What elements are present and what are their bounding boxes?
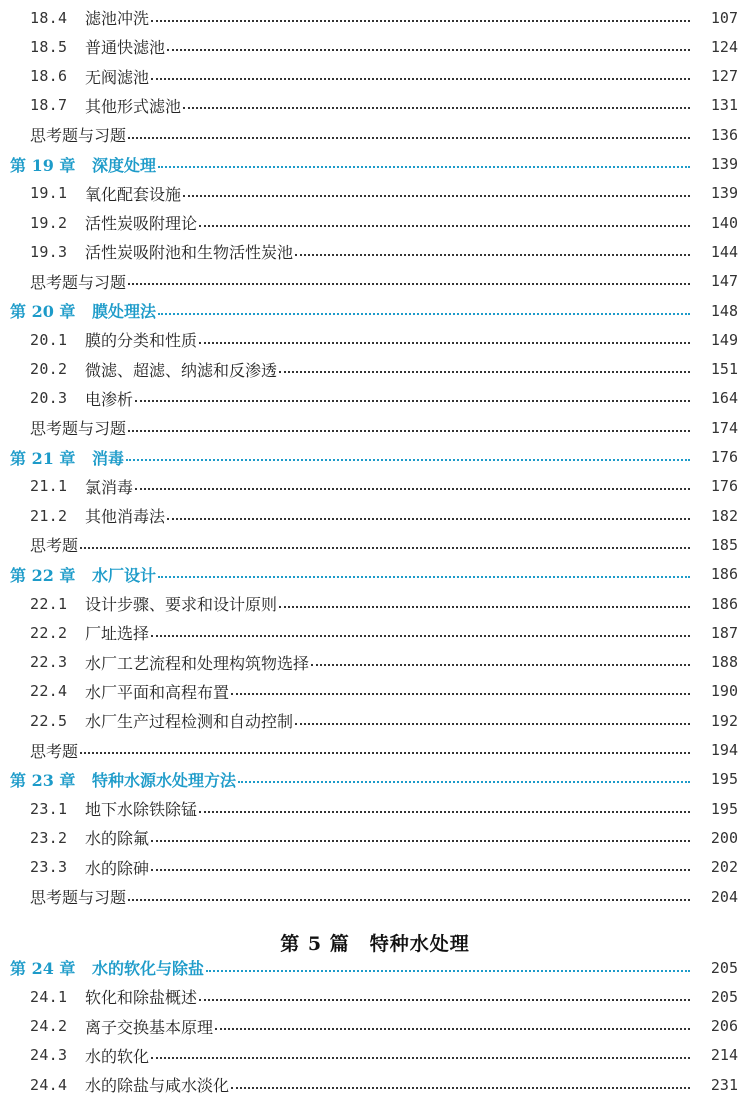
leader-dots	[128, 899, 690, 901]
toc-section-row[interactable]	[0, 91, 750, 120]
page-number: 139	[710, 155, 738, 173]
toc-entry-lead	[0, 985, 696, 1008]
page-number: 188	[710, 653, 738, 672]
section-title: 设计步骤、要求和设计原则	[85, 595, 278, 614]
leader-dots	[158, 166, 690, 168]
section-number: 19.3	[30, 242, 68, 261]
leader-dots	[279, 606, 690, 608]
page-number: 140	[710, 213, 738, 232]
chapter-title: 水厂设计	[92, 565, 157, 585]
page-number: 206	[710, 1017, 738, 1036]
toc-entry-lead	[0, 680, 696, 703]
leader-dots	[231, 693, 690, 695]
chapter-label: 第 22 章	[10, 565, 76, 585]
section-number: 22.4	[30, 682, 68, 701]
page-number: 195	[710, 770, 738, 789]
page-number: 148	[710, 301, 738, 320]
toc-entry-lead	[0, 35, 696, 58]
toc-entry-lead	[0, 709, 696, 732]
toc-entry-lead	[0, 475, 696, 498]
page-number: 139	[710, 184, 738, 203]
page-number: 107	[710, 8, 738, 27]
toc-entry-lead	[0, 123, 696, 146]
toc-entry-lead	[0, 504, 696, 527]
section-number: 24.4	[30, 1075, 68, 1094]
toc-entry-lead	[0, 387, 696, 410]
toc-entry-lead	[0, 211, 696, 234]
toc-section-row[interactable]	[0, 3, 750, 32]
section-title: 普通快滤池	[85, 38, 166, 58]
page-number: 144	[710, 242, 738, 261]
exercise-title: 思考题与习题	[30, 126, 127, 146]
section-title: 膜的分类和性质	[85, 331, 198, 351]
toc-entry-lead	[0, 592, 696, 615]
section-number: 21.1	[30, 477, 68, 496]
section-number: 24.1	[30, 987, 68, 1006]
leader-dots	[215, 1028, 690, 1030]
section-title: 其他消毒法	[85, 507, 166, 527]
leader-dots	[295, 254, 690, 256]
leader-dots	[151, 78, 690, 80]
leader-dots	[128, 137, 690, 139]
toc-section-row[interactable]	[0, 237, 750, 266]
toc-section-row[interactable]	[0, 208, 750, 237]
toc-section-row[interactable]	[0, 325, 750, 354]
section-title: 水的除砷	[85, 858, 150, 878]
leader-dots	[167, 49, 690, 51]
section-title: 电渗析	[85, 389, 134, 409]
toc-entry-lead	[0, 240, 696, 263]
chapter-title: 深度处理	[92, 155, 157, 175]
section-number: 18.5	[30, 37, 68, 56]
toc-exercise-row[interactable]	[0, 882, 750, 911]
section-number: 23.3	[30, 858, 68, 877]
page-number: 205	[710, 987, 738, 1006]
toc-entry-lead	[0, 651, 696, 674]
leader-dots	[158, 576, 690, 578]
leader-dots	[151, 635, 690, 637]
leader-dots	[128, 430, 690, 432]
toc-exercise-row[interactable]	[0, 267, 750, 296]
toc-entry-lead	[0, 153, 696, 176]
section-title: 水厂平面和高程布置	[85, 682, 230, 702]
leader-dots	[295, 723, 690, 725]
toc-section-row[interactable]	[0, 501, 750, 530]
chapter-title: 消毒	[92, 448, 125, 468]
toc-chapter-row[interactable]	[0, 296, 750, 325]
toc-section-row[interactable]	[0, 706, 750, 735]
toc-section-row[interactable]	[0, 1041, 750, 1070]
page-number: 204	[710, 887, 738, 906]
section-number: 18.7	[30, 96, 68, 115]
leader-dots	[158, 313, 690, 315]
chapter-label: 第 21 章	[10, 448, 76, 468]
section-title: 软化和除盐概述	[85, 988, 198, 1008]
page-number: 187	[710, 623, 738, 642]
toc-exercise-row[interactable]	[0, 413, 750, 442]
section-title: 微滤、超滤、纳滤和反渗透	[85, 360, 278, 380]
section-number: 22.5	[30, 711, 68, 730]
page-number: 186	[710, 565, 738, 584]
section-number: 23.1	[30, 799, 68, 818]
toc-entry-lead	[0, 856, 696, 879]
page-number: 186	[710, 594, 738, 613]
page-number: 149	[710, 330, 738, 349]
section-number: 24.2	[30, 1017, 68, 1036]
page-number: 231	[710, 1075, 738, 1094]
page-number: 214	[710, 1046, 738, 1065]
toc-chapter-row[interactable]	[0, 150, 750, 179]
leader-dots	[151, 840, 690, 842]
page-number: 176	[710, 477, 738, 496]
section-title: 氯消毒	[85, 477, 134, 497]
page-number: 136	[710, 125, 738, 144]
leader-dots	[80, 752, 690, 754]
section-title: 氧化配套设施	[85, 184, 182, 204]
toc-entry-lead	[0, 533, 696, 556]
toc-entry-lead	[0, 739, 696, 762]
leader-dots	[151, 1057, 690, 1059]
section-title: 水厂工艺流程和处理构筑物选择	[85, 653, 310, 673]
page-number: 131	[710, 96, 738, 115]
toc-entry-lead	[0, 65, 696, 88]
page-number: 190	[710, 682, 738, 701]
toc-section-row[interactable]	[0, 179, 750, 208]
page-number: 151	[710, 360, 738, 379]
page-number: 127	[710, 67, 738, 86]
toc-entry-lead	[0, 358, 696, 381]
toc-entry-lead	[0, 1044, 696, 1067]
chapter-label: 第 19 章	[10, 155, 76, 175]
page-number: 176	[710, 448, 738, 466]
exercise-title: 思考题	[30, 536, 79, 556]
toc-entry-lead	[0, 797, 696, 820]
section-title: 地下水除铁除锰	[85, 800, 198, 820]
toc-entry-lead	[0, 182, 696, 205]
page-number: 174	[710, 418, 738, 437]
section-title: 活性炭吸附池和生物活性炭池	[85, 243, 294, 263]
toc-chapter-row[interactable]	[0, 765, 750, 794]
section-number: 23.2	[30, 828, 68, 847]
leader-dots	[199, 342, 690, 344]
toc-section-row[interactable]	[0, 677, 750, 706]
toc-entry-lead	[0, 1015, 696, 1038]
section-title: 水厂生产过程检测和自动控制	[85, 712, 294, 732]
toc-section-row[interactable]	[0, 32, 750, 61]
chapter-label: 第 23 章	[10, 770, 76, 790]
toc-section-row[interactable]	[0, 589, 750, 618]
section-title: 无阀滤池	[85, 67, 150, 87]
page-number: 185	[710, 535, 738, 554]
section-title: 水的软化	[85, 1046, 150, 1066]
page-number: 147	[710, 272, 738, 291]
page-number: 164	[710, 389, 738, 408]
chapter-title: 膜处理法	[92, 302, 157, 321]
toc-exercise-row[interactable]	[0, 736, 750, 765]
chapter-title: 特种水源水处理方法	[92, 770, 237, 790]
leader-dots	[206, 970, 690, 972]
toc-entry-lead	[0, 446, 696, 469]
toc-section-row[interactable]	[0, 384, 750, 413]
leader-dots	[128, 283, 690, 285]
exercise-title: 思考题	[30, 741, 79, 761]
section-title: 其他形式滤池	[85, 96, 182, 116]
leader-dots	[199, 225, 690, 227]
section-number: 21.2	[30, 506, 68, 525]
toc-entry-lead	[0, 1073, 696, 1096]
section-number: 19.1	[30, 184, 68, 203]
section-number: 18.6	[30, 67, 68, 86]
page-number: 194	[710, 741, 738, 759]
toc-chapter-row[interactable]	[0, 443, 750, 472]
section-title: 水的除盐与咸水淡化	[85, 1076, 230, 1096]
page-number: 202	[710, 858, 738, 877]
leader-dots	[135, 400, 690, 402]
section-number: 22.1	[30, 594, 68, 613]
section-number: 18.4	[30, 8, 68, 27]
toc-entry-lead	[0, 768, 696, 791]
toc-entry-lead	[0, 299, 696, 322]
page-number: 182	[710, 506, 738, 525]
exercise-title: 思考题与习题	[30, 272, 127, 292]
toc-section-row[interactable]	[0, 1070, 750, 1099]
leader-dots	[183, 195, 690, 197]
toc-section-row[interactable]	[0, 794, 750, 823]
toc-section-row[interactable]	[0, 823, 750, 852]
leader-dots	[151, 20, 690, 22]
section-number: 20.1	[30, 330, 68, 349]
section-number: 20.2	[30, 360, 68, 379]
toc-section-row[interactable]	[0, 62, 750, 91]
page-number: 195	[710, 799, 738, 818]
leader-dots	[135, 488, 690, 490]
leader-dots	[183, 107, 690, 109]
chapter-label: 第 20 章	[10, 302, 76, 321]
part-heading: 第 5 篇 特种水处理	[280, 933, 470, 956]
page-number: 200	[710, 828, 738, 847]
toc-exercise-row[interactable]	[0, 120, 750, 149]
chapter-title: 水的软化与除盐	[92, 959, 205, 978]
leader-dots	[151, 869, 690, 871]
section-title: 厂址选择	[85, 624, 150, 644]
toc-section-row[interactable]	[0, 648, 750, 677]
toc-section-row[interactable]	[0, 618, 750, 647]
toc-exercise-row[interactable]	[0, 530, 750, 559]
toc-entry-lead	[0, 94, 696, 117]
toc-entry-lead	[0, 563, 696, 586]
section-title: 活性炭吸附理论	[85, 214, 198, 234]
section-number: 19.2	[30, 213, 68, 232]
toc-entry-lead	[0, 270, 696, 293]
exercise-title: 思考题与习题	[30, 888, 127, 907]
section-title: 离子交换基本原理	[85, 1017, 214, 1037]
section-number: 22.3	[30, 653, 68, 672]
toc-entry-lead	[0, 885, 696, 908]
section-title: 滤池冲洗	[85, 9, 150, 28]
page-number: 205	[710, 958, 738, 977]
section-number: 22.2	[30, 623, 68, 642]
page-number: 192	[710, 711, 738, 730]
toc-chapter-row[interactable]	[0, 953, 750, 982]
chapter-label: 第 24 章	[10, 959, 76, 978]
exercise-title: 思考题与习题	[30, 419, 127, 439]
leader-dots	[311, 664, 690, 666]
leader-dots	[80, 547, 690, 549]
toc-section-row[interactable]	[0, 853, 750, 882]
toc-entry-lead	[0, 416, 696, 439]
leader-dots	[126, 459, 690, 461]
toc-entry-lead	[0, 6, 696, 29]
toc-entry-lead	[0, 826, 696, 849]
toc-entry-lead	[0, 621, 696, 644]
leader-dots	[199, 999, 690, 1001]
toc-section-row[interactable]	[0, 1012, 750, 1041]
leader-dots	[238, 781, 690, 783]
toc-chapter-row[interactable]	[0, 560, 750, 589]
toc-entry-lead	[0, 956, 696, 979]
section-number: 20.3	[30, 389, 68, 408]
leader-dots	[231, 1087, 690, 1089]
toc-section-row[interactable]	[0, 982, 750, 1011]
page-number: 124	[710, 37, 738, 56]
leader-dots	[279, 371, 690, 373]
toc-section-row[interactable]	[0, 355, 750, 384]
toc-section-row[interactable]	[0, 472, 750, 501]
section-title: 水的除氟	[85, 829, 150, 849]
leader-dots	[199, 811, 690, 813]
toc-entry-lead	[0, 328, 696, 351]
leader-dots	[167, 518, 690, 520]
section-number: 24.3	[30, 1046, 68, 1065]
